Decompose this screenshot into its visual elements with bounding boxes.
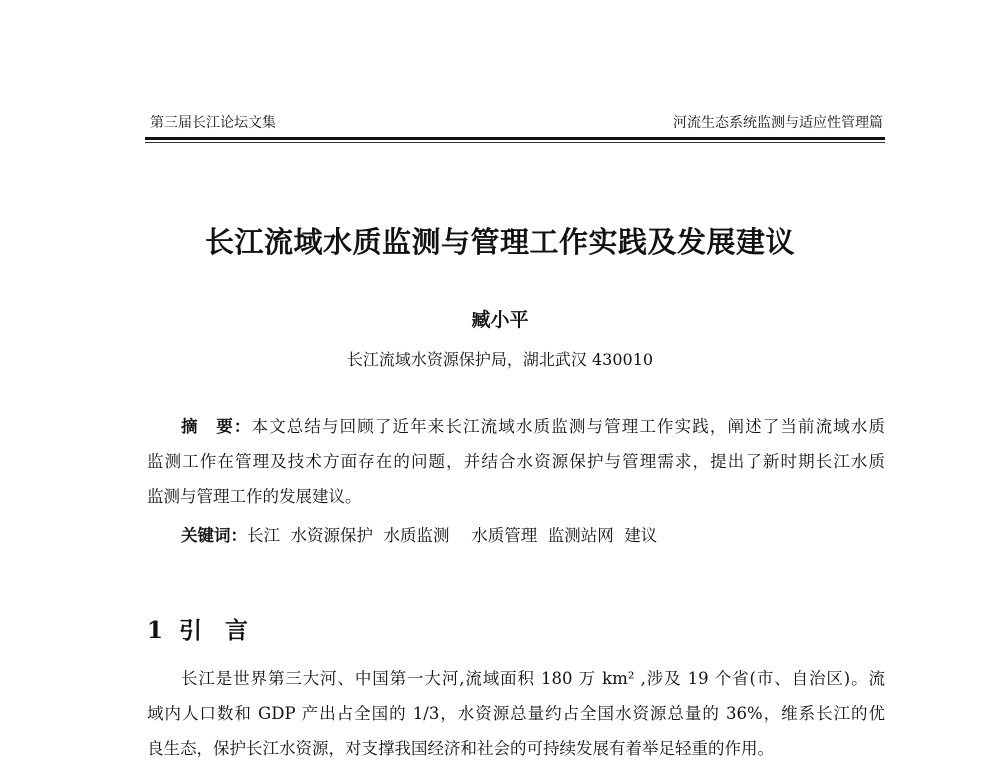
abstract-label: 摘 要： <box>181 417 252 436</box>
author: 臧小平 <box>471 309 529 331</box>
affiliation: 长江流域水资源保护局，湖北武汉 430010 <box>346 350 654 369</box>
abstract-line-1 <box>181 413 885 437</box>
body-line-1: 长江是世界第三大河、中国第一大河,流域面积 180 万 km² ,涉及 19 个省(市、自治区)。流 <box>181 669 885 688</box>
keywords-text: 长江 水资源保护 水质监测 水质管理 监测站网 建议 <box>247 526 658 545</box>
header-rule-thin <box>145 142 885 143</box>
body-line-2: 域内人口数和 GDP 产出占全国的 1/3，水资源总量约占全国水资源总量的 36%，维系长江的优 <box>147 704 885 723</box>
section-heading <box>147 612 248 645</box>
running-header-right: 河流生态系统监测与适应性管理篇 <box>673 115 883 131</box>
body-line-3: 良生态，保护长江水资源，对支撑我国经济和社会的可持续发展有着举足轻重的作用。 <box>147 739 774 758</box>
section-number: 1 <box>147 617 164 644</box>
abstract-line-3: 监测与管理工作的发展建议。 <box>147 487 362 506</box>
header-rule <box>145 137 885 140</box>
abstract-line-2: 监测工作在管理及技术方面存在的问题，并结合水资源保护与管理需求，提出了新时期长江水质 <box>147 452 885 471</box>
running-header-left: 第三届长江论坛文集 <box>150 115 276 131</box>
keywords <box>181 522 885 546</box>
abstract-text: 本文总结与回顾了近年来长江流域水质监测与管理工作实践，阐述了当前流域水质 <box>251 417 886 436</box>
section-title: 引 言 <box>179 617 249 644</box>
keywords-label: 关键词： <box>181 526 247 545</box>
paper-title: 长江流域水质监测与管理工作实践及发展建议 <box>204 225 795 259</box>
